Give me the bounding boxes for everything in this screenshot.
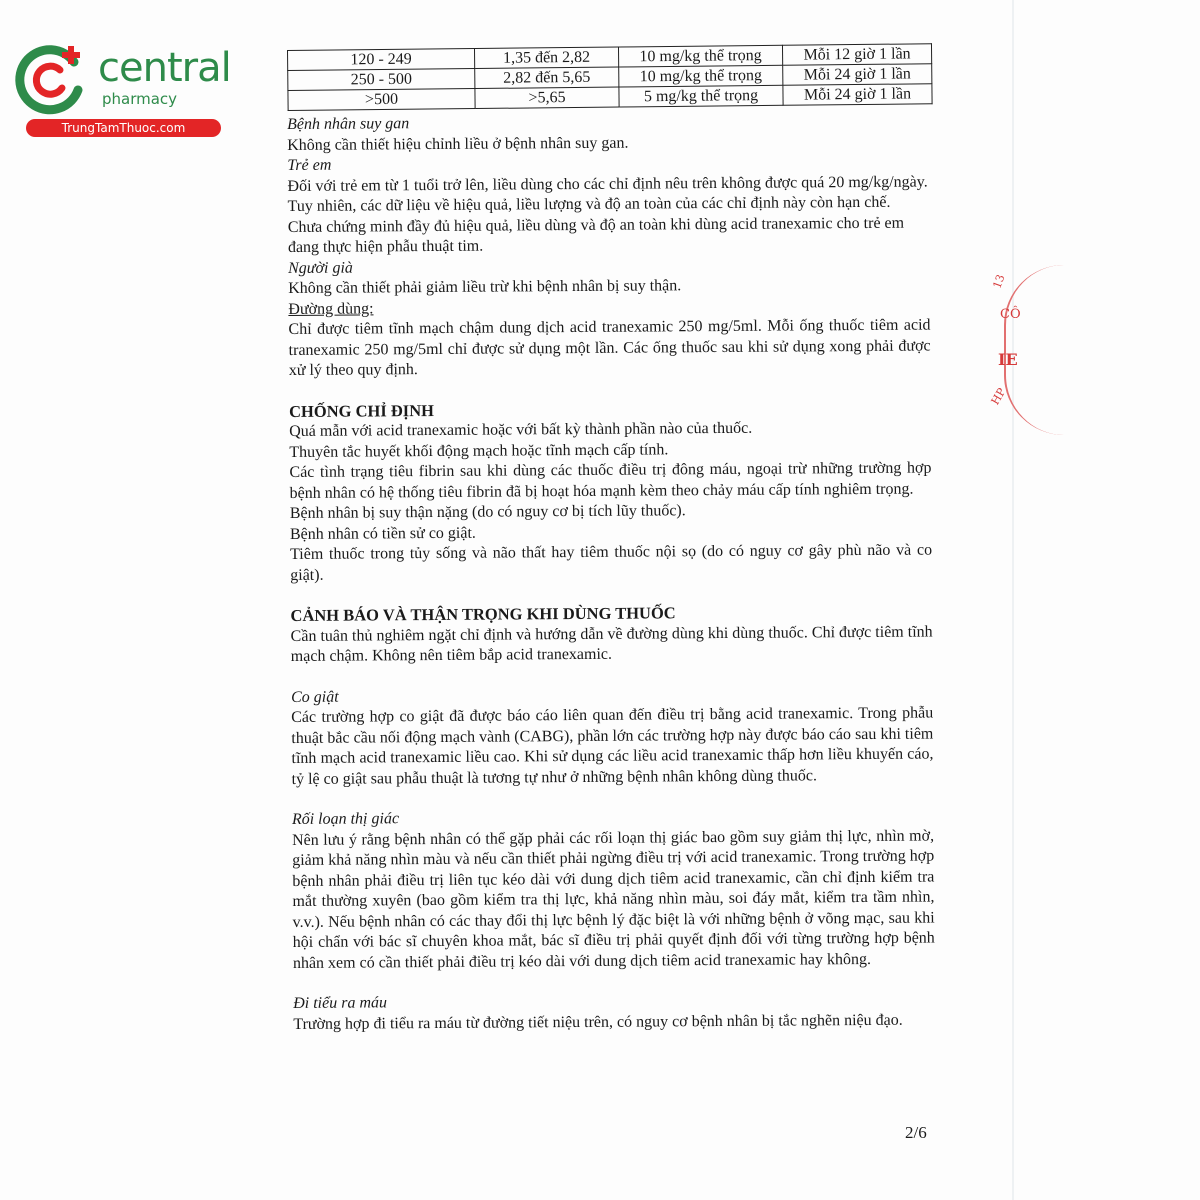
seizure-text: Các trường hợp co giật đã được báo cáo liên quan đến điều trị bằng acid tranexamic. Trong phẫu thuật bắc cầu nối động mạch vành (CABG), phần lớn các trường hợp này được báo cáo sau khi tiêm tĩnh mạch acid tranexamic liều cao. Khi sử dụng các liều acid tranexamic thấp hơn liều khuyến cáo, tỷ lệ co giật sau phẫu thuật là tương tự như ở những bệnh nhân không dùng thuốc. (291, 704, 934, 788)
stamp-text: HP (988, 385, 1009, 408)
logo-subtitle: pharmacy (102, 90, 178, 108)
children-text-2: Chưa chứng minh đầy đủ hiệu quả, liều dùng và độ an toàn khi dùng acid tranexamic cho trẻ em đang thực hiện phẫu thuật tim. (287, 214, 905, 256)
contraindication-item: Quá mẫn với acid tranexamic hoặc với bất kỳ thành phần nào của thuốc. (289, 419, 753, 440)
table-cell: 120 - 249 (288, 49, 475, 71)
contraindications-heading: CHỐNG CHỈ ĐỊNH (289, 400, 434, 421)
contraindication-item: Thuyên tắc huyết khối động mạch hoặc tĩnh mạch cấp tính. (289, 440, 669, 461)
table-cell: 1,35 đến 2,82 (474, 47, 618, 69)
dose-table (287, 43, 933, 111)
route-title: Đường dùng: (288, 299, 374, 318)
liver-title: Bệnh nhân suy gan (287, 115, 410, 133)
table-cell: >500 (288, 89, 475, 111)
table-cell: Mỗi 24 giờ 1 lần (783, 64, 932, 86)
seizure-title: Co giật (291, 688, 339, 706)
table-cell: 250 - 500 (288, 69, 475, 91)
table-cell: 5 mg/kg thể trọng (619, 85, 783, 107)
table-cell: Mỗi 12 giờ 1 lần (782, 44, 931, 66)
table-cell: >5,65 (475, 87, 619, 109)
scan-edge (1012, 0, 1014, 1200)
route-text: Chỉ được tiêm tĩnh mạch chậm dung dịch acid tranexamic 250 mg/5ml. Mỗi ống thuốc tiêm acid tranexamic 250 mg/5ml chỉ được sử dụng một lần. Các ống thuốc sau khi sử dụng xong phải được xử lý theo quy định. (288, 316, 931, 379)
warnings-intro: Cần tuân thủ nghiêm ngặt chỉ định và hướng dẫn về đường dùng khi dùng thuốc. Chỉ được tiêm tĩnh mạch chậm. Không nên tiêm bắp acid tranexamic. (290, 623, 933, 665)
logo-name: central (98, 45, 231, 91)
vision-title: Rối loạn thị giác (291, 810, 400, 828)
logo-ring-icon (12, 40, 92, 120)
contraindication-item: Các tình trạng tiêu fibrin sau khi dùng các thuốc điều trị đông máu, ngoại trừ những trường hợp bệnh nhân có hệ thống tiêu fibrin đã bị hoạt hóa mạnh kèm theo chảy máu cấp tính nghiêm trọng. (289, 459, 932, 502)
children-text-1: Đối với trẻ em từ 1 tuổi trở lên, liều dùng cho các chỉ định nêu trên không được quá 20 mg/kg/ngày. Tuy nhiên, các dữ liệu về hiệu quả, liều lượng và độ an toàn của các chỉ định này còn hạn chế. (287, 173, 928, 215)
page-number: 2/6 (905, 1123, 927, 1142)
stamp-text: 13 (990, 272, 1008, 291)
document-body (287, 111, 935, 1035)
stamp-text: IE (998, 350, 1018, 369)
contraindication-item: Bệnh nhân có tiền sử co giật. (289, 524, 476, 543)
vision-text: Nên lưu ý rằng bệnh nhân có thể gặp phải các rối loạn thị giác bao gồm suy giảm thị lực, nhìn mờ, giảm khả năng nhìn màu và nếu cần thiết phải ngừng điều trị với acid tranexamic. Trong trường hợp bệnh nhân phải điều trị liên tục kéo dài với dung dịch tiêm acid tranexamic, cần chỉ định kiểm tra mắt thường xuyên (bao gồm kiểm tra thị lực, khả năng nhìn màu, soi đáy mắt, kiểm tra tầm nhìn, v.v.). Nếu bệnh nhân có các thay đổi thị lực bệnh lý đặc biệt là với những bệnh ở võng mạc, sau khi hội chẩn với bác sĩ chuyên khoa mắt, bác sĩ điều trị phải quyết định đối với từng trường hợp bệnh nhân xem có cần thiết phải điều trị kéo dài với dung dịch tiêm acid tranexamic hay không. (292, 827, 935, 972)
contraindication-item: Tiêm thuốc trong tủy sống và não thất hay tiêm thuốc nội sọ (do có nguy cơ gây phù não và co giật). (290, 541, 933, 584)
hematuria-title: Đi tiểu ra máu (293, 994, 388, 1012)
stamp-text: CÔ (1000, 307, 1021, 322)
contraindication-item: Bệnh nhân bị suy thận nặng (do có nguy cơ bị tích lũy thuốc). (289, 502, 686, 522)
liver-text: Không cần thiết hiệu chỉnh liều ở bệnh nhân suy gan. (287, 134, 629, 154)
elderly-title: Người già (288, 259, 353, 277)
hematuria-text: Trường hợp đi tiểu ra máu từ đường tiết niệu trên, có nguy cơ bệnh nhân bị tắc nghẽn niệu đạo. (293, 1011, 903, 1033)
table-cell: Mỗi 24 giờ 1 lần (783, 84, 932, 106)
table-cell: 2,82 đến 5,65 (475, 67, 619, 89)
logo-website: TrungTamThuoc.com (26, 119, 221, 137)
central-pharmacy-logo (12, 40, 231, 140)
children-title: Trẻ em (287, 156, 332, 174)
table-cell: 10 mg/kg thể trọng (619, 65, 783, 87)
red-stamp (990, 265, 1020, 435)
elderly-text: Không cần thiết phải giảm liều trừ khi bệnh nhân bị suy thận. (288, 277, 682, 297)
warnings-heading: CẢNH BÁO VÀ THẬN TRỌNG KHI DÙNG THUỐC (290, 603, 676, 625)
table-cell: 10 mg/kg thể trọng (618, 45, 782, 67)
